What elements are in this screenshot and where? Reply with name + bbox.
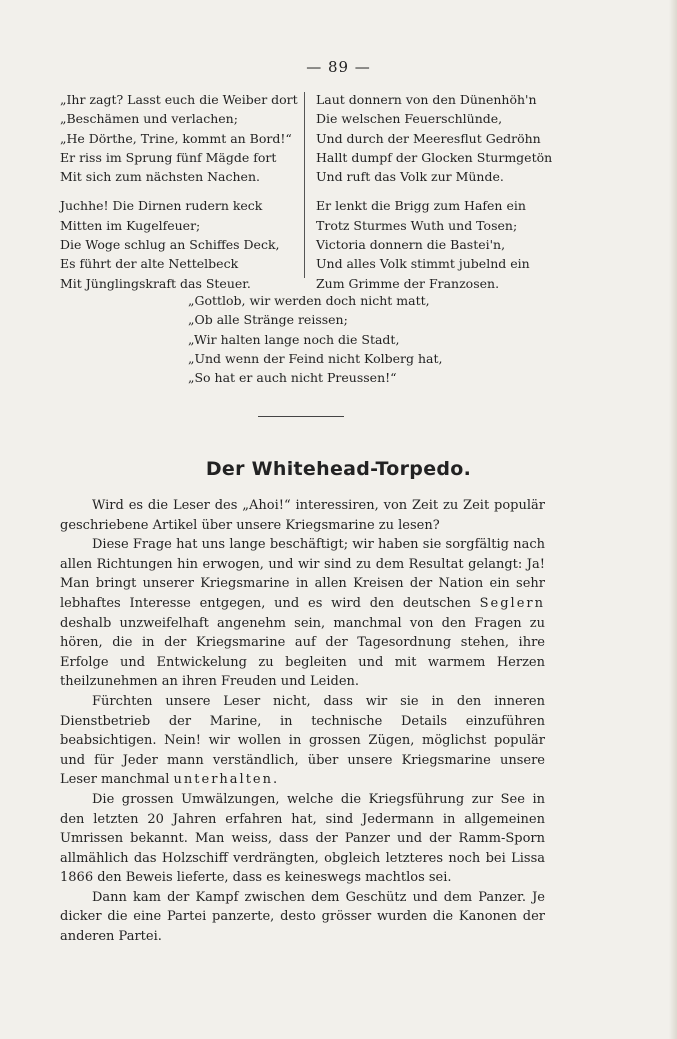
poem-line: Er riss im Sprung fünf Mägde fort — [60, 149, 277, 165]
article-paragraph: Dann kam der Kampf zwischen dem Geschütz und dem Panzer. Je dicker die eine Partei panzerte, desto grösser wurden die Kanonen der anderen Partei. — [60, 889, 545, 945]
poem-line: „Wir halten lange noch die Stadt, — [188, 331, 400, 347]
poem-line: Die welschen Feuerschlünde, — [316, 111, 503, 127]
poem-left-column — [60, 90, 300, 303]
article-paragraph — [60, 692, 545, 790]
poem-line: „He Dörthe, Trine, kommt an Bord!“ — [60, 130, 292, 146]
poem-stanza — [316, 196, 616, 292]
poem-line: Er lenkt die Brigg zum Hafen ein — [316, 198, 526, 214]
poem-line: Zum Grimme der Franzosen. — [316, 275, 500, 291]
article-paragraph: Die grossen Umwälzungen, welche die Kriegsführung zur See in den letzten 20 Jahren erfahren hat, sind Jedermann in allgemeinen Umrissen bekannt. Man weiss, dass der Panzer und der Ramm-Sporn allmählich das Holzschiff verdrängten, obgleich letzteres noch bei Lissa 1866 den Beweis lieferte, dass es keineswegs machtlos sei. — [60, 791, 545, 886]
poem-line: „Gottlob, wir werden doch nicht matt, — [188, 293, 430, 308]
poem-line: „Ob alle Stränge reissen; — [188, 312, 348, 328]
poem-line: „So hat er auch nicht Preussen!“ — [188, 370, 397, 386]
poem-line: „Und wenn der Feind nicht Kolberg hat, — [188, 350, 443, 366]
column-divider — [304, 92, 305, 278]
poem-stanza — [60, 196, 300, 292]
poem-line: Juchhe! Die Dirnen rudern keck — [60, 198, 263, 214]
poem-line: Hallt dumpf der Glocken Sturmgetön — [316, 149, 553, 165]
article-body — [60, 496, 545, 947]
poem-line: Und alles Volk stimmt jubelnd ein — [316, 256, 530, 272]
poem-line: Und ruft das Volk zur Münde. — [316, 169, 504, 185]
article-paragraph — [60, 535, 545, 692]
spaced-word: Seglern — [479, 595, 545, 611]
poem-line: „Ihr zagt? Lasst euch die Weiber dort — [60, 92, 298, 107]
page-edge — [669, 0, 677, 1039]
page-number: — 89 — — [306, 58, 371, 76]
poem-line: Mit Jünglingskraft das Steuer. — [60, 275, 251, 291]
poem-line: Trotz Sturmes Wuth und Tosen; — [316, 217, 518, 233]
poem-line: Mitten im Kugelfeuer; — [60, 217, 201, 233]
poem-line: Die Woge schlug an Schiffes Deck, — [60, 237, 280, 253]
poem-closing-stanza — [188, 291, 442, 387]
spaced-word: unterhalten. — [173, 772, 280, 788]
poem-stanza — [316, 90, 616, 186]
section-divider — [258, 416, 344, 417]
poem-line: Es führt der alte Nettelbeck — [60, 256, 239, 272]
poem-right-column — [316, 90, 616, 303]
text-run: Fürchten unsere Leser nicht, dass wir sie in den inneren Dienstbetrieb der Marine, in technische Details einzuführen beabsichtigen. Nein! wir wollen in grossen Zügen, möglichst populär und für Jeder mann verständlich, über unsere Kriegsmarine unsere Leser manchmal — [60, 693, 545, 788]
article-title: Der Whitehead-Torpedo. — [205, 458, 472, 480]
poem-line: Laut donnern von den Dünenhöh'n — [316, 92, 537, 107]
text-run: Diese Frage hat uns lange beschäftigt; wir haben sie sorgfältig nach allen Richtungen hin erwogen, und wir sind zu dem Resultat gelangt: Ja! Man bringt unserer Kriegsmarine in allen Kreisen der Nation ein sehr lebhaftes Interesse entgegen, und es wird den deutschen — [60, 537, 545, 611]
poem-stanza — [60, 90, 300, 186]
poem-line: „Beschämen und verlachen; — [60, 111, 238, 127]
text-run: deshalb unzweifelhaft angenehm sein, manchmal von den Fragen zu hören, die in der Kriegsmarine auf der Tagesordnung stehen, ihre Erfolge und Entwickelung zu begleiten und mit warmem Herzen theilzunehmen an ihren Freuden und Leiden. — [60, 615, 545, 690]
article-paragraph: Wird es die Leser des „Ahoi!“ interessiren, von Zeit zu Zeit populär geschriebene Artikel über unsere Kriegsmarine zu lesen? — [60, 498, 545, 533]
poem-line: Victoria donnern die Bastei'n, — [316, 237, 506, 253]
poem-line: Und durch der Meeresflut Gedröhn — [316, 130, 541, 146]
poem-line: Mit sich zum nächsten Nachen. — [60, 169, 260, 185]
